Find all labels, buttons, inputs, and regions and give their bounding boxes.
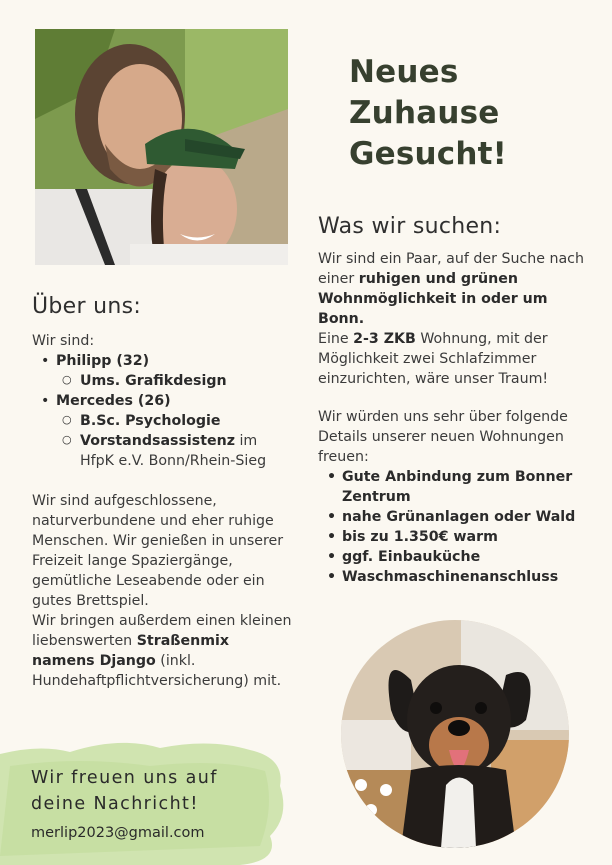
section-title-ueber: Über uns: <box>32 294 142 319</box>
dog-photo <box>341 620 569 848</box>
person-name: Mercedes (26) <box>56 393 171 409</box>
person-mercedes <box>32 391 294 411</box>
about-text: (inkl. Hundehaftpflichtversicherung) mit. <box>32 653 282 689</box>
headline-line-3: Gesucht! <box>349 136 507 172</box>
wish-item: • bis zu 1.350€ warm <box>318 527 598 547</box>
suchen-intro-bold: ruhigen und grünen Wohnmöglichkeit in oder um Bonn. <box>318 271 548 327</box>
contact-heading <box>31 765 281 817</box>
email-address[interactable]: merlip2023@gmail.com <box>31 825 205 841</box>
details-intro: Wir würden uns sehr über folgende Details unserer neuen Wohnungen freuen: <box>318 409 568 465</box>
person-detail <box>32 411 294 431</box>
person-detail <box>32 371 294 391</box>
person-detail-text: im HfpK e.V. Bonn/Rhein-Sieg <box>80 433 267 469</box>
people-list <box>32 351 294 471</box>
headline-line-2: Zuhause <box>349 95 500 131</box>
suchen-intro-text-3: Wohnung, mit der Möglichkeit zwei Schlafzimmer einzurichten, wäre unser Traum! <box>318 331 549 387</box>
suchen-body <box>318 249 598 587</box>
wish-item: • Gute Anbindung zum Bonner Zentrum <box>318 467 598 507</box>
person-detail <box>32 431 294 471</box>
person-detail-bold: Vorstandsassistenz <box>80 433 235 449</box>
wish-list <box>318 467 598 587</box>
zkb-bold: 2-3 ZKB <box>353 331 416 347</box>
headline <box>349 52 589 175</box>
wish-item: • ggf. Einbauküche <box>318 547 598 567</box>
dog-name-bold: Straßenmix namens Django <box>32 633 229 669</box>
couple-photo <box>35 29 288 265</box>
about-text: Wir bringen außerdem einen kleinen liebenswerten <box>32 613 292 649</box>
wir-sind-label: Wir sind: <box>32 333 95 349</box>
person-detail-text: Ums. Grafikdesign <box>80 373 227 389</box>
ueber-body <box>32 331 294 691</box>
wish-item: • nahe Grünanlagen oder Wald <box>318 507 598 527</box>
section-title-suchen: Was wir suchen: <box>318 214 502 239</box>
contact-heading-line-1: Wir freuen uns auf <box>31 768 218 788</box>
contact-heading-line-2: deine Nachricht! <box>31 794 199 814</box>
suchen-intro-text: Wir sind ein Paar, auf der Suche nach einer <box>318 251 584 287</box>
wish-item: • Waschmaschinenanschluss <box>318 567 598 587</box>
suchen-intro <box>318 249 598 389</box>
person-detail-text: B.Sc. Psychologie <box>80 413 221 429</box>
about-paragraph-2 <box>32 611 294 691</box>
person-name: Philipp (32) <box>56 353 150 369</box>
headline-line-1: Neues <box>349 54 459 90</box>
suchen-intro-text-2: Eine <box>318 331 354 347</box>
person-philipp <box>32 351 294 371</box>
about-paragraph-1: Wir sind aufgeschlossene, naturverbundene und eher ruhige Menschen. Wir genießen in unserer Freizeit lange Spaziergänge, gemütliche Leseabende oder ein gutes Brettspiel. <box>32 493 284 609</box>
